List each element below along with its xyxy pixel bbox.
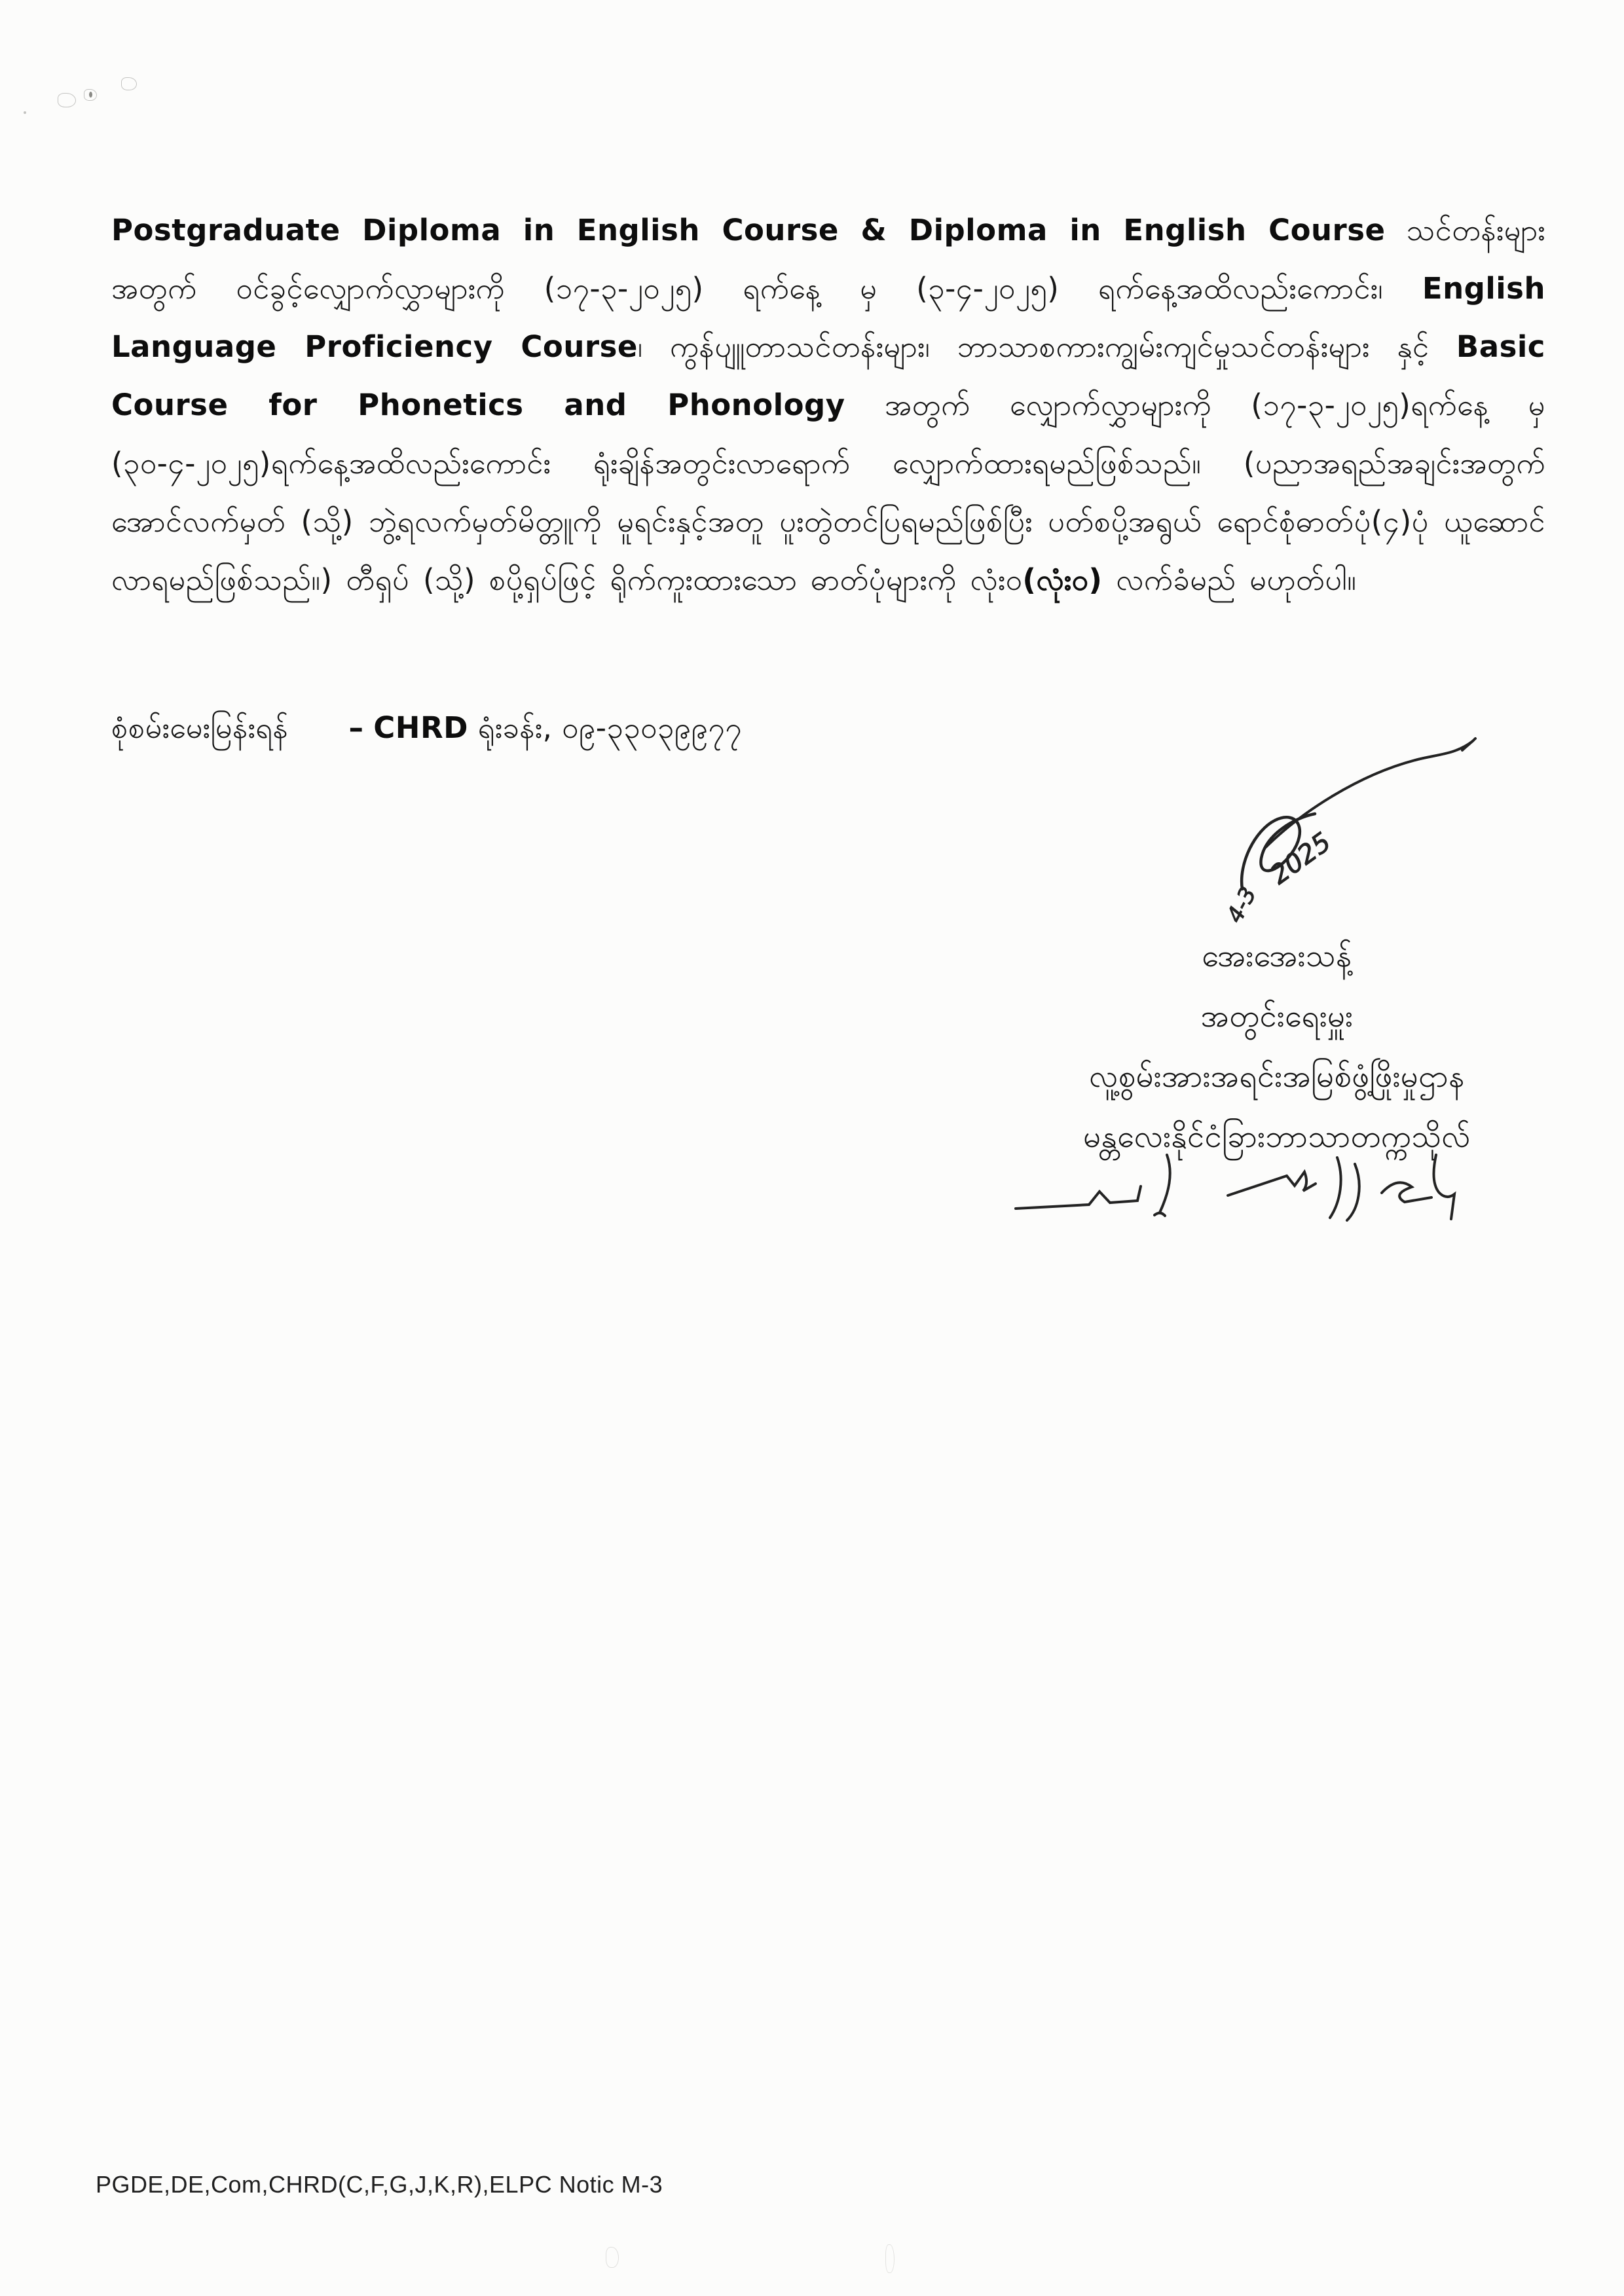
- scan-noise: [24, 111, 26, 114]
- burmese-text: သင်တန်းများအတွက် ဝင်ခွင့်လျှောက်လွှာများကို (၁၇-၃-၂၀၂၅) ရက်နေ့ မှ (၃-၄-၂၀၂၅) ရက်နေ့အထိလည်းကောင်း၊: [111, 213, 1545, 306]
- burmese-text: အတွက် လျှောက်လွှာများကို (၁၇-၃-၂၀၂၅)ရက်နေ့ မှ (၃၀-၄-၂၀၂၅)ရက်နေ့အထိလည်းကောင်း ရုံးချိန်အတွင်းလာရောက် လျှောက်ထားရမည်ဖြစ်သည်။ (ပညာအရည်အချင်းအတွက် အောင်လက်မှတ် (သို့) ဘွဲ့ရလက်မှတ်မိတ္တူကို မူရင်းနှင့်အတူ ပူးတွဲတင်ပြရမည်ဖြစ်ပြီး ပတ်စပို့အရွယ် ရောင်စုံဓာတ်ပုံ(၄)ပုံ ယူဆောင် လာရမည်ဖြစ်သည်။) တီရှပ် (သို့) စပို့ရှပ်ဖြင့် ရိုက်ကူးထားသော ဓာတ်ပုံများကို လုံးဝ: [111, 388, 1546, 597]
- scribble-stroke: [1154, 1155, 1170, 1216]
- notice-paragraph: [111, 201, 1545, 609]
- signature-flourish: [1264, 738, 1475, 848]
- course-title-english: Postgraduate Diploma in English Course & Diploma in English Course: [111, 213, 1386, 247]
- scan-noise: [121, 77, 137, 90]
- signatory-title: အတွင်းရေးမှူး: [1200, 998, 1354, 1034]
- scan-noise: [58, 93, 76, 107]
- filing-reference: PGDE,DE,Com,CHRD(C,F,G,J,K,R),ELPC Notic M-3: [96, 2171, 663, 2198]
- signature-ink: [1202, 733, 1483, 936]
- pen-scribbles: [1012, 1146, 1529, 1228]
- handwritten-date-note: 4-3: [1221, 883, 1263, 928]
- course-title-elpc: English Language Proficiency Course: [111, 271, 1545, 364]
- signatory-name: အေးအေးသန့်: [1202, 938, 1352, 974]
- scribble-stroke: [1016, 1186, 1141, 1209]
- burmese-text: လက်ခံမည် မဟုတ်ပါ။: [1102, 562, 1357, 597]
- signatory-department: လူ့စွမ်းအားအရင်းအမြစ်ဖွံ့ဖြိုးမှုဌာန: [1089, 1059, 1465, 1095]
- office-name: CHRD: [373, 710, 468, 745]
- scribble-stroke: [1330, 1157, 1359, 1220]
- course-title-phonetics: Basic Course for Phonetics and Phonology: [111, 329, 1545, 422]
- burmese-text: ၊ ကွန်ပျူတာသင်တန်းများ၊ ဘာသာစကားကျွမ်းကျင်မှုသင်တန်းများ နှင့်: [637, 329, 1456, 364]
- office-suffix: ရုံးခန်း,: [468, 710, 553, 745]
- scan-noise: [606, 2247, 619, 2268]
- handwritten-year: 2025: [1264, 827, 1337, 891]
- signatory-university: မန္တလေးနိုင်ငံခြားဘာသာတက္ကသိုလ်: [1083, 1119, 1471, 1155]
- enquiry-dash: –: [348, 710, 364, 745]
- signatory-block: [950, 926, 1604, 1167]
- scribble-stroke: [1228, 1172, 1316, 1195]
- scribble-stroke: [1382, 1182, 1431, 1202]
- emphasis-burmese: (လုံးဝ): [1022, 562, 1103, 597]
- scan-noise: [89, 92, 92, 98]
- scribble-stroke: [1433, 1155, 1454, 1219]
- scan-noise: [885, 2244, 895, 2273]
- enquiry-label: စုံစမ်းမေးမြန်းရန်: [111, 710, 289, 745]
- phone-number: ၀၉-၃၃၀၃၉၉၇၇: [552, 710, 743, 745]
